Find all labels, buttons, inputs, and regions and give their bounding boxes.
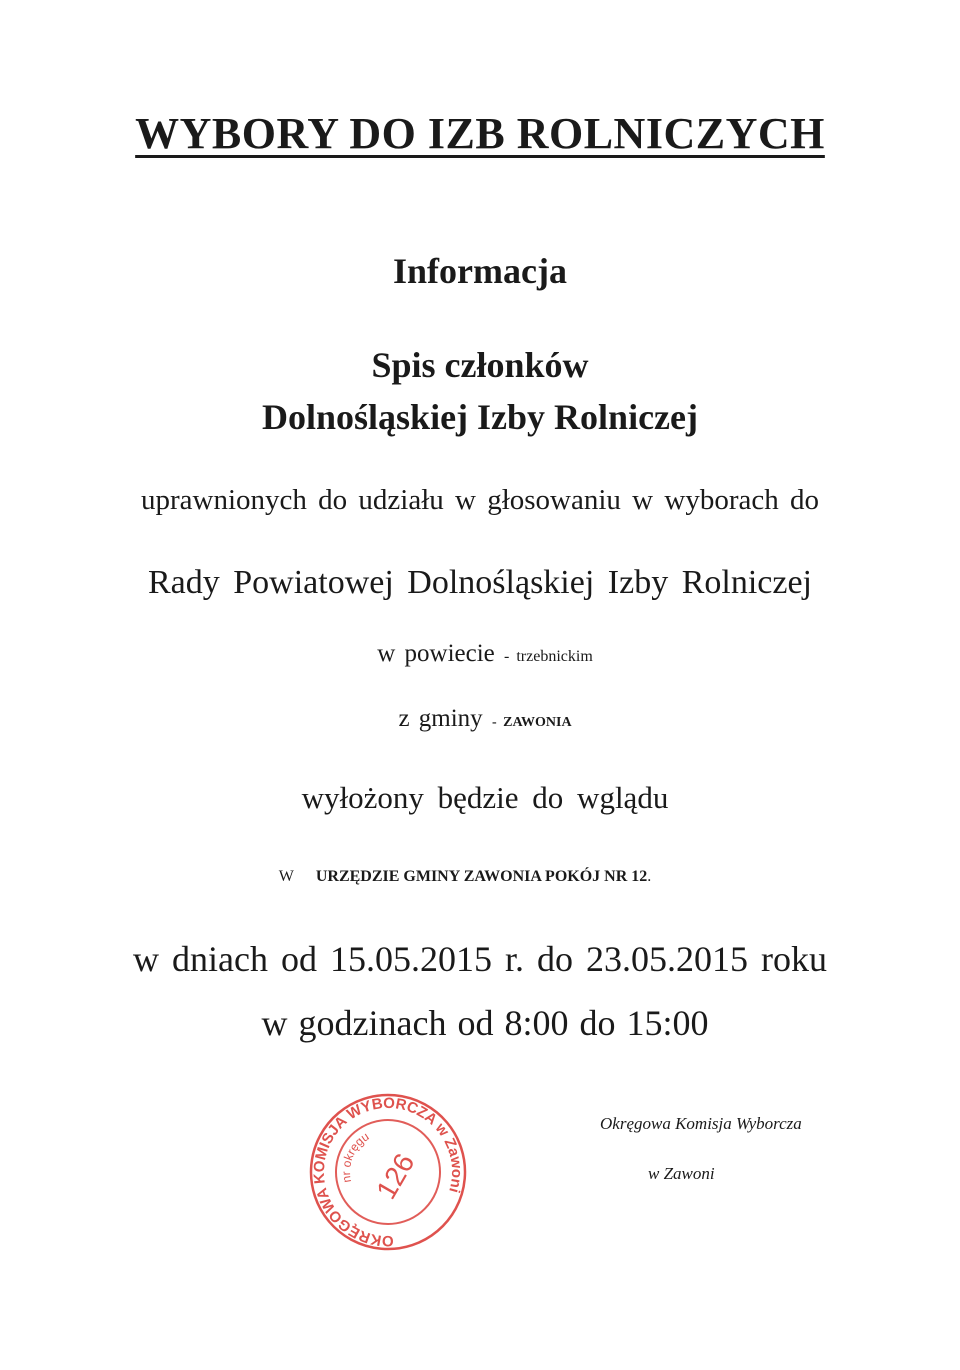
- document-title: [0, 108, 960, 159]
- location-line: [0, 868, 960, 886]
- commune-line: [0, 705, 960, 733]
- stamp-outer-text: OKRĘGOWA KOMISJA WYBORCZA w Zawoni: [310, 1094, 466, 1250]
- document-title-text: WYBORY DO IZB ROLNICZYCH: [135, 109, 825, 158]
- county-line: [0, 640, 960, 668]
- heading-line-1: Spis członków: [371, 345, 589, 385]
- dates-line: w dniach od 15.05.2015 r. do 23.05.2015 roku: [133, 939, 827, 979]
- commune-label: z gminy: [398, 705, 483, 732]
- location-prefix: W: [278, 868, 294, 885]
- heading-line-2: Dolnośląskiej Izby Rolniczej: [262, 397, 698, 437]
- committee-place: w Zawoni: [648, 1164, 715, 1183]
- commune-value: - ZAWONIA: [491, 715, 572, 730]
- council-name: Rady Powiatowej Dolnośląskiej Izby Rolniczej: [148, 564, 812, 601]
- displayed-text: wyłożony będzie do wglądu: [301, 780, 669, 815]
- location-text: URZĘDZIE GMINY ZAWONIA POKÓJ NR 12: [315, 868, 648, 885]
- stamp-inner-label: nr okręgu: [338, 1129, 372, 1184]
- official-stamp: [308, 1092, 468, 1252]
- document-subtitle: Informacja: [393, 251, 567, 291]
- stamp-number: 126: [370, 1148, 421, 1205]
- eligibility-text: uprawnionych do udziału w głosowaniu w wyborach do: [141, 484, 819, 516]
- hours-line: w godzinach od 8:00 do 15:00: [261, 1003, 709, 1043]
- location-suffix: .: [647, 868, 652, 885]
- committee-name: Okręgowa Komisja Wyborcza: [600, 1114, 802, 1133]
- county-label: w powiecie: [377, 640, 495, 667]
- county-value: - trzebnickim: [504, 648, 593, 665]
